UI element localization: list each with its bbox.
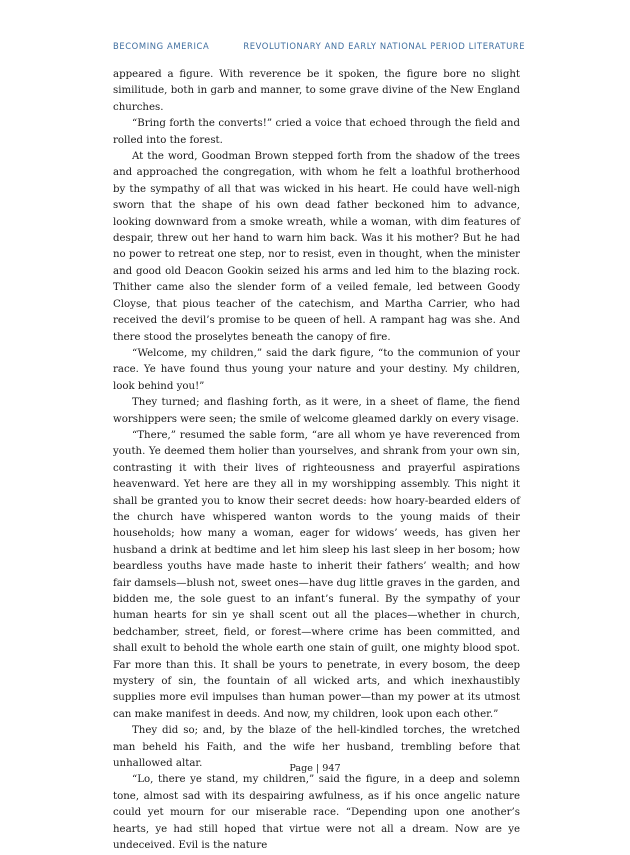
- paragraph: “Welcome, my children,” said the dark figure, “to the communion of your race. Ye have found thus young your nature and your destiny. My children, look behind you!”: [113, 347, 520, 392]
- paragraph: “Lo, there ye stand, my children,” said the figure, in a deep and solemn tone, almost sad with its despairing awfulness, as if his once angelic nature could yet mourn for our miserable race. “Depending upon one another’s hearts, ye had still hoped that virtue were not all a dream. Now are ye undeceived. Evil is the nature: [113, 774, 520, 852]
- paragraph: They did so; and, by the blaze of the hell-kindled torches, the wretched man beheld his Faith, and the wife her husband, trembling before that unhallowed altar.: [113, 725, 520, 770]
- paragraph: appeared a figure. With reverence be it spoken, the figure bore no slight similitude, both in garb and manner, to some grave divine of the New England churches.: [113, 69, 520, 113]
- body-text: [113, 67, 520, 855]
- page-number: Page | 947: [289, 763, 341, 774]
- header-section-title: REVOLUTIONARY AND EARLY NATIONAL PERIOD LITERATURE: [243, 41, 526, 51]
- header-book-title: BECOMING AMERICA: [113, 41, 210, 51]
- paragraph: At the word, Goodman Brown stepped forth from the shadow of the trees and approached the congregation, with whom he felt a loathful brotherhood by the sympathy of all that was wicked in his heart. He could have well-nigh sworn that the shape of his own dead father beckoned him to advance, looking downward from a smoke wreath, while a woman, with dim features of despair, threw out her hand to warn him back. Was it his mother? But he had no power to retreat one step, nor to resist, even in thought, when the minister and good old Deacon Gookin seized his arms and led him to the blazing rock. Thither came also the slender form of a veiled female, led between Goody Cloyse, that pious teacher of the catechism, and Martha Carrier, who had received the devil’s promise to be queen of hell. A rampant hag was she. And there stood the proselytes beneath the canopy of fire.: [113, 151, 520, 343]
- paragraph: They turned; and flashing forth, as it were, in a sheet of flame, the fiend worshippers were seen; the smile of welcome gleamed darkly on every visage.: [113, 397, 520, 425]
- running-header: [113, 41, 525, 51]
- paragraph: “Bring forth the converts!” cried a voice that echoed through the field and rolled into the forest.: [113, 118, 520, 146]
- paragraph: “There,” resumed the sable form, “are all whom ye have reverenced from youth. Ye deemed them holier than yourselves, and shrank from your own sin, contrasting it with their lives of righteousness and prayerful aspirations heavenward. Yet here are they all in my worshipping assembly. This night it shall be granted you to know their secret deeds: how hoary-bearded elders of the church have whispered wanton words to the young maids of their households; how many a woman, eager for widows’ weeds, has given her husband a drink at bedtime and let him sleep his last sleep in her bosom; how beardless youths have made haste to inherit their fathers’ wealth; and how fair damsels—blush not, sweet ones—have dug little graves in the garden, and bidden me, the sole guest to an infant’s funeral. By the sympathy of your human hearts for sin ye shall scent out all the places—whether in church, bedchamber, street, field, or forest—where crime has been committed, and shall exult to behold the whole earth one stain of guilt, one mighty blood spot. Far more than this. It shall be yours to penetrate, in every bosom, the deep mystery of sin, the fountain of all wicked arts, and which inexhaustibly supplies more evil impulses than human power—than my power at its utmost can make manifest in deeds. And now, my children, look upon each other.”: [113, 429, 520, 720]
